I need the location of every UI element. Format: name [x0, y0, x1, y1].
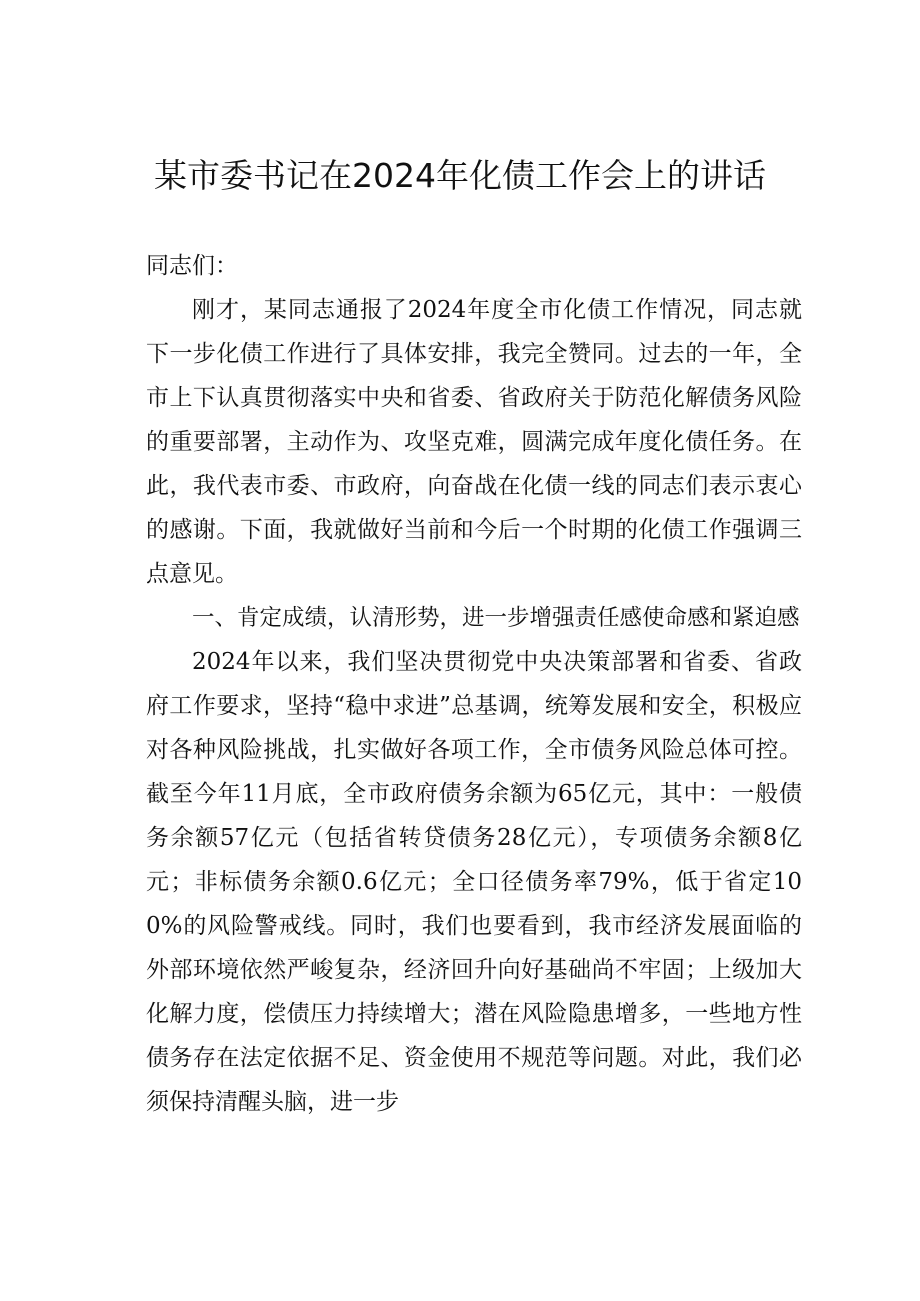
salutation: 同志们： — [146, 253, 238, 279]
document-title: 某市委书记在2024年化债工作会上的讲话 — [154, 156, 766, 195]
document-body — [146, 244, 802, 1124]
section-paragraph: 2024年以来，我们坚决贯彻党中央决策部署和省委、省政府工作要求，坚持“稳中求进”总基调，统筹发展和安全，积极应对各种风险挑战，扎实做好各项工作，全市债务风险总体可控。截至今年11月底，全市政府债务余额为65亿元，其中：一般债务余额57亿元（包括省转贷债务28亿元），专项债务余额8亿元；非标债务余额0.6亿元；全口径债务率79%，低于省定100%的风险警戒线。同时，我们也要看到，我市经济发展面临的外部环境依然严峻复杂，经济回升向好基础尚不牢固；上级加大化解力度，偿债压力持续增大；潜在风险隐患增多，一些地方性债务存在法定依据不足、资金使用不规范等问题。对此，我们必须保持清醒头脑，进一步 — [146, 649, 802, 1115]
opening-paragraph: 刚才，某同志通报了2024年度全市化债工作情况，同志就下一步化债工作进行了具体安排，我完全赞同。过去的一年，全市上下认真贯彻落实中央和省委、省政府关于防范化解债务风险的重要部署，主动作为、攻坚克难，圆满完成年度化债任务。在此，我代表市委、市政府，向奋战在化债一线的同志们表示衷心的感谢。下面，我就做好当前和今后一个时期的化债工作强调三点意见。 — [146, 297, 802, 587]
section-heading: 一、肯定成绩，认清形势，进一步增强责任感使命感和紧迫感 — [192, 605, 800, 631]
